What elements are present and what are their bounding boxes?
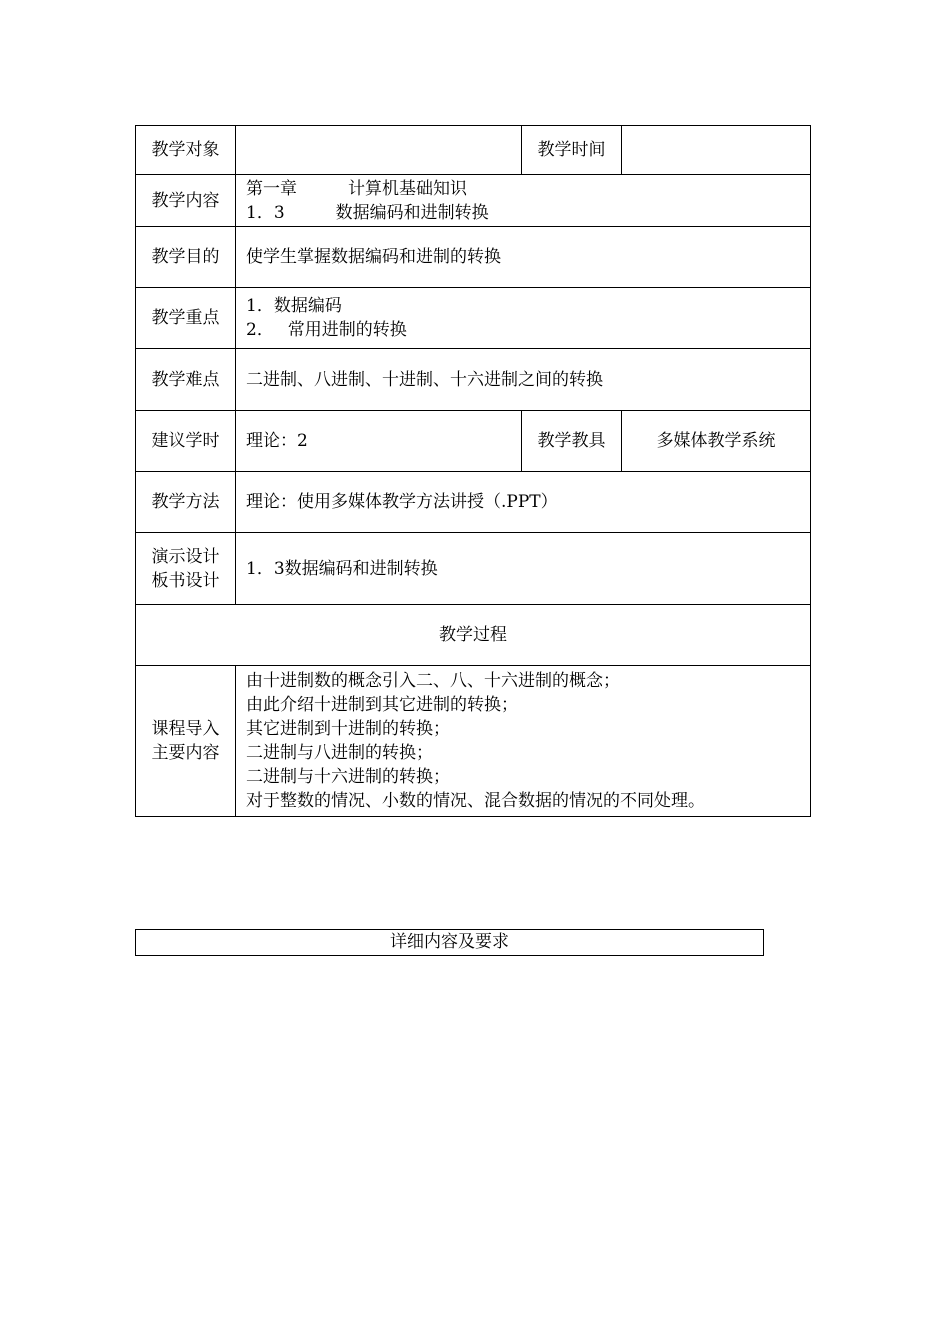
label-difficulty: 教学难点 [136,349,236,411]
value-time [622,126,811,175]
label-design-line-2: 板书设计 [151,570,220,591]
intro-line-4: 二进制与八进制的转换； [246,743,433,763]
value-method: 理论：使用多媒体教学方法讲授（.PPT） [236,472,811,533]
value-intro [236,666,811,817]
row-content [136,175,811,227]
label-tools: 教学教具 [522,411,622,472]
label-content: 教学内容 [136,175,236,227]
value-tools: 多媒体教学系统 [622,411,811,472]
label-goal: 教学目的 [136,227,236,288]
value-hours: 理论：2 [236,411,522,472]
intro-line-5: 二进制与十六进制的转换； [246,767,450,787]
value-difficulty: 二进制、八进制、十进制、十六进制之间的转换 [236,349,811,411]
row-goal [136,227,811,288]
intro-line-6: 对于整数的情况、小数的情况、混合数据的情况的不同处理。 [246,791,705,811]
lesson-plan-table [135,125,811,817]
key-point-2: 2． 常用进制的转换 [246,320,407,340]
process-title: 教学过程 [136,605,811,666]
row-method [136,472,811,533]
value-target [236,126,522,175]
label-intro-line-1: 课程导入 [151,719,220,739]
row-target [136,126,811,175]
row-intro [136,666,811,817]
intro-line-3: 其它进制到十进制的转换； [246,719,450,739]
value-key-points [236,288,811,349]
content-line-2: 1．3 数据编码和进制转换 [246,202,489,223]
key-point-1: 1．数据编码 [246,296,342,316]
value-content [236,175,811,227]
row-design [136,533,811,605]
label-intro-line-2: 主要内容 [151,743,220,763]
intro-line-1: 由十进制数的概念引入二、八、十六进制的概念； [246,671,620,691]
value-design: 1．3数据编码和进制转换 [236,533,811,605]
value-goal: 使学生掌握数据编码和进制的转换 [236,227,811,288]
intro-line-2: 由此介绍十进制到其它进制的转换； [246,695,518,715]
label-method: 教学方法 [136,472,236,533]
content-line-1: 第一章 计算机基础知识 [246,178,467,199]
row-difficulty [136,349,811,411]
label-intro [136,666,236,817]
label-time: 教学时间 [522,126,622,175]
row-process [136,605,811,666]
label-design-line-1: 演示设计 [151,546,220,567]
label-hours: 建议学时 [136,411,236,472]
row-key-points [136,288,811,349]
label-target: 教学对象 [136,126,236,175]
row-hours [136,411,811,472]
label-key-points: 教学重点 [136,288,236,349]
label-design [136,533,236,605]
detail-title: 详细内容及要求 [135,929,764,956]
